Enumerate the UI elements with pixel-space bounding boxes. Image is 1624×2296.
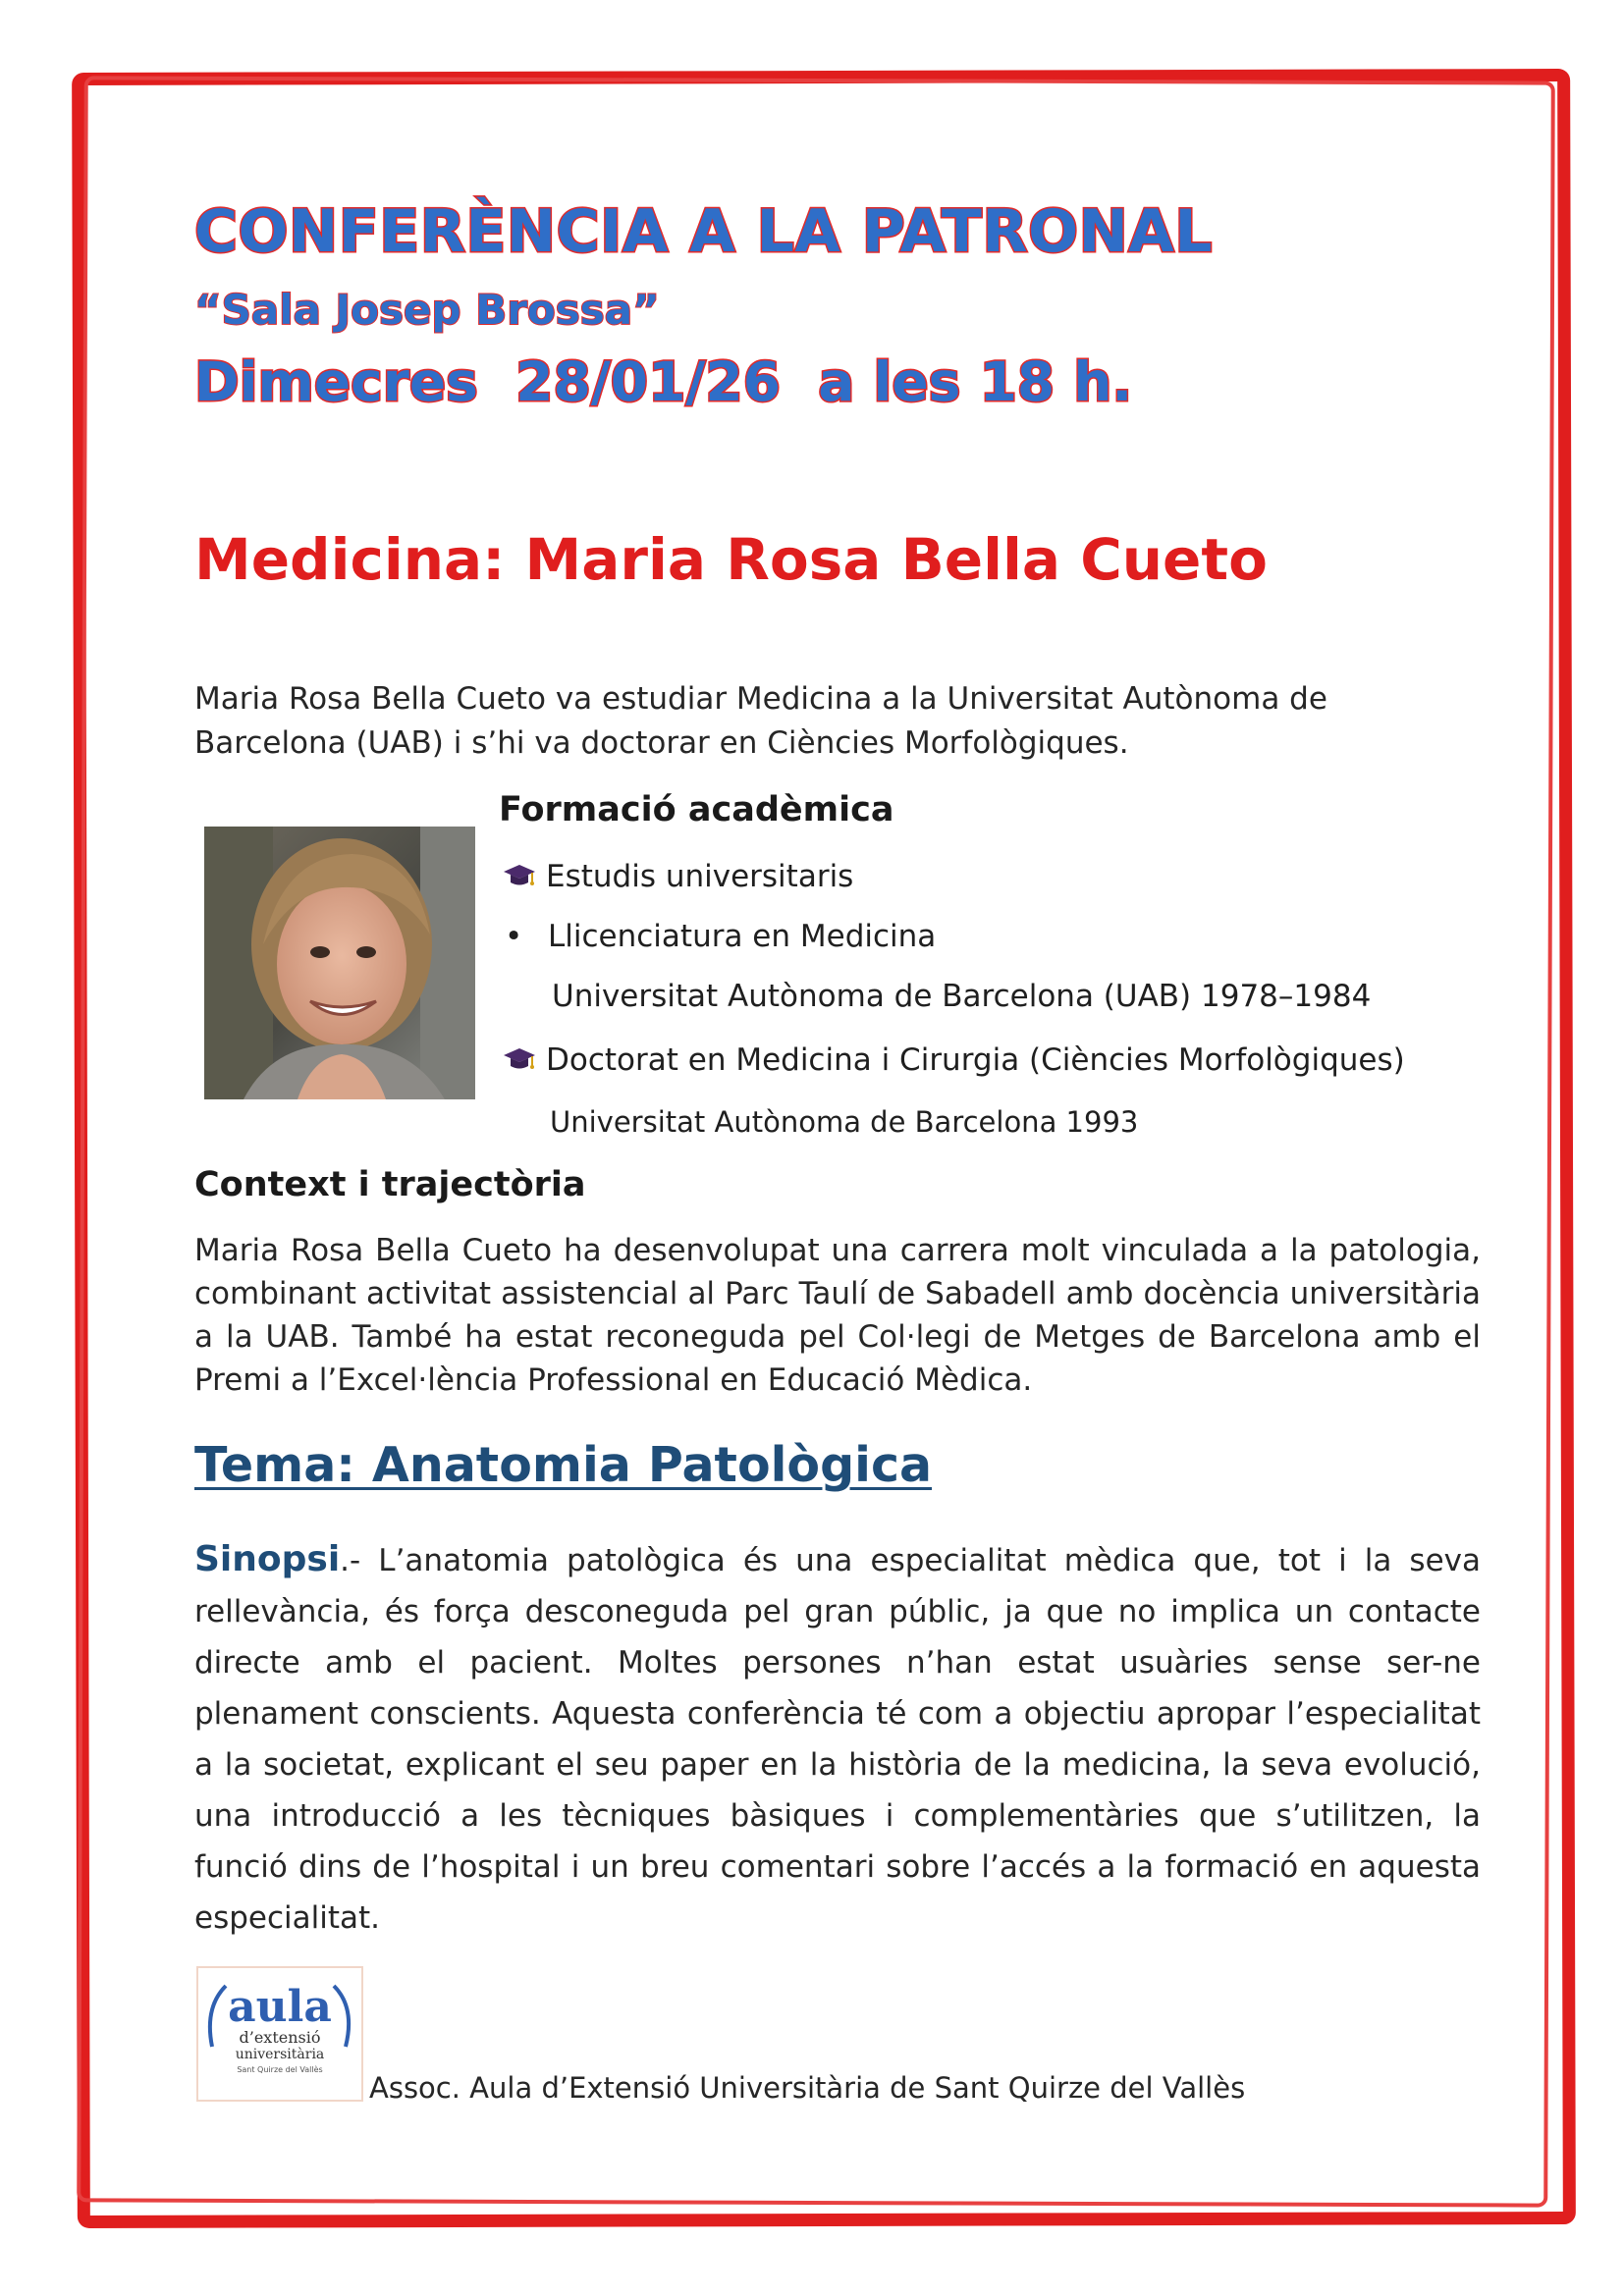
context-paragraph: Maria Rosa Bella Cueto ha desenvolupat una carrera molt vinculada a la patologia, combinant activitat assistencial al Parc Taulí de Sabadell amb docència universitària a la UAB. També ha estat reconeguda pel Col·legi de Metges de Barcelona amb el Premi a l’Excel·lència Professional en Educació Mèdica. xyxy=(194,1233,1481,1398)
event-date: Dimecres 28/01/26 a les 18 h. xyxy=(194,350,1133,413)
venue-name: “Sala Josep Brossa” xyxy=(194,286,660,334)
tema-heading: Tema: Anatomia Patològica xyxy=(194,1437,933,1493)
formacio-item-doctorat xyxy=(503,1040,1405,1081)
formacio-item-label: Llicenciatura en Medicina xyxy=(548,919,937,954)
sinopsi-paragraph xyxy=(194,1534,1481,1944)
graduation-cap-icon xyxy=(503,863,536,890)
association-name: Assoc. Aula d’Extensió Universitària de Sant Quirze del Vallès xyxy=(369,2071,1246,2105)
formacio-heading: Formació acadèmica xyxy=(499,790,894,829)
context-heading: Context i trajectòria xyxy=(194,1165,586,1204)
sinopsi-text: L’anatomia patològica és una especialitat mèdica que, tot i la seva rellevància, és força desconeguda pel gran públic, ja que no implica un contacte directe amb el pacient. Moltes persones n’han estat usuàries sense ser-ne plenament conscients. Aquesta conferència té com a objectiu apropar l’especialitat a la societat, explicant el seu paper en la història de la medicina, la seva evolució, una introducció a les tècniques bàsiques i complementàries que s’utilitzen, la funció dins de l’hospital i un breu comentari sobre l’accés a la formació en aquesta especialitat. xyxy=(194,1543,1481,1936)
logo-line1: d’extensió xyxy=(239,2028,321,2047)
aula-logo xyxy=(196,1966,363,2102)
event-title: CONFERÈNCIA A LA PATRONAL xyxy=(194,197,1213,266)
formacio-item-uab-dates: Universitat Autònoma de Barcelona (UAB) 1978–1984 xyxy=(552,979,1372,1014)
speaker-heading: Medicina: Maria Rosa Bella Cueto xyxy=(194,526,1268,593)
sinopsi-label: Sinopsi xyxy=(194,1539,341,1579)
formacio-item-label: Doctorat en Medicina i Cirurgia (Ciències Morfològiques) xyxy=(546,1042,1405,1078)
logo-line2: universitària xyxy=(235,2047,325,2062)
sinopsi-separator: .- xyxy=(340,1543,379,1578)
formacio-item-uab-1993: Universitat Autònoma de Barcelona 1993 xyxy=(550,1105,1139,1139)
formacio-item-label: Estudis universitaris xyxy=(546,859,854,894)
formacio-item-estudis xyxy=(503,856,853,897)
bullet-icon: • xyxy=(505,919,523,954)
graduation-cap-icon xyxy=(503,1046,536,1074)
intro-paragraph: Maria Rosa Bella Cueto va estudiar Medicina a la Universitat Autònoma de Barcelona (UAB) i s’hi va doctorar en Ciències Morfològiques. xyxy=(194,681,1327,761)
logo-line3: Sant Quirze del Vallès xyxy=(237,2065,323,2074)
formacio-item-llicenciatura xyxy=(505,916,936,957)
logo-word: aula xyxy=(228,1982,332,2032)
speaker-photo xyxy=(204,827,475,1099)
